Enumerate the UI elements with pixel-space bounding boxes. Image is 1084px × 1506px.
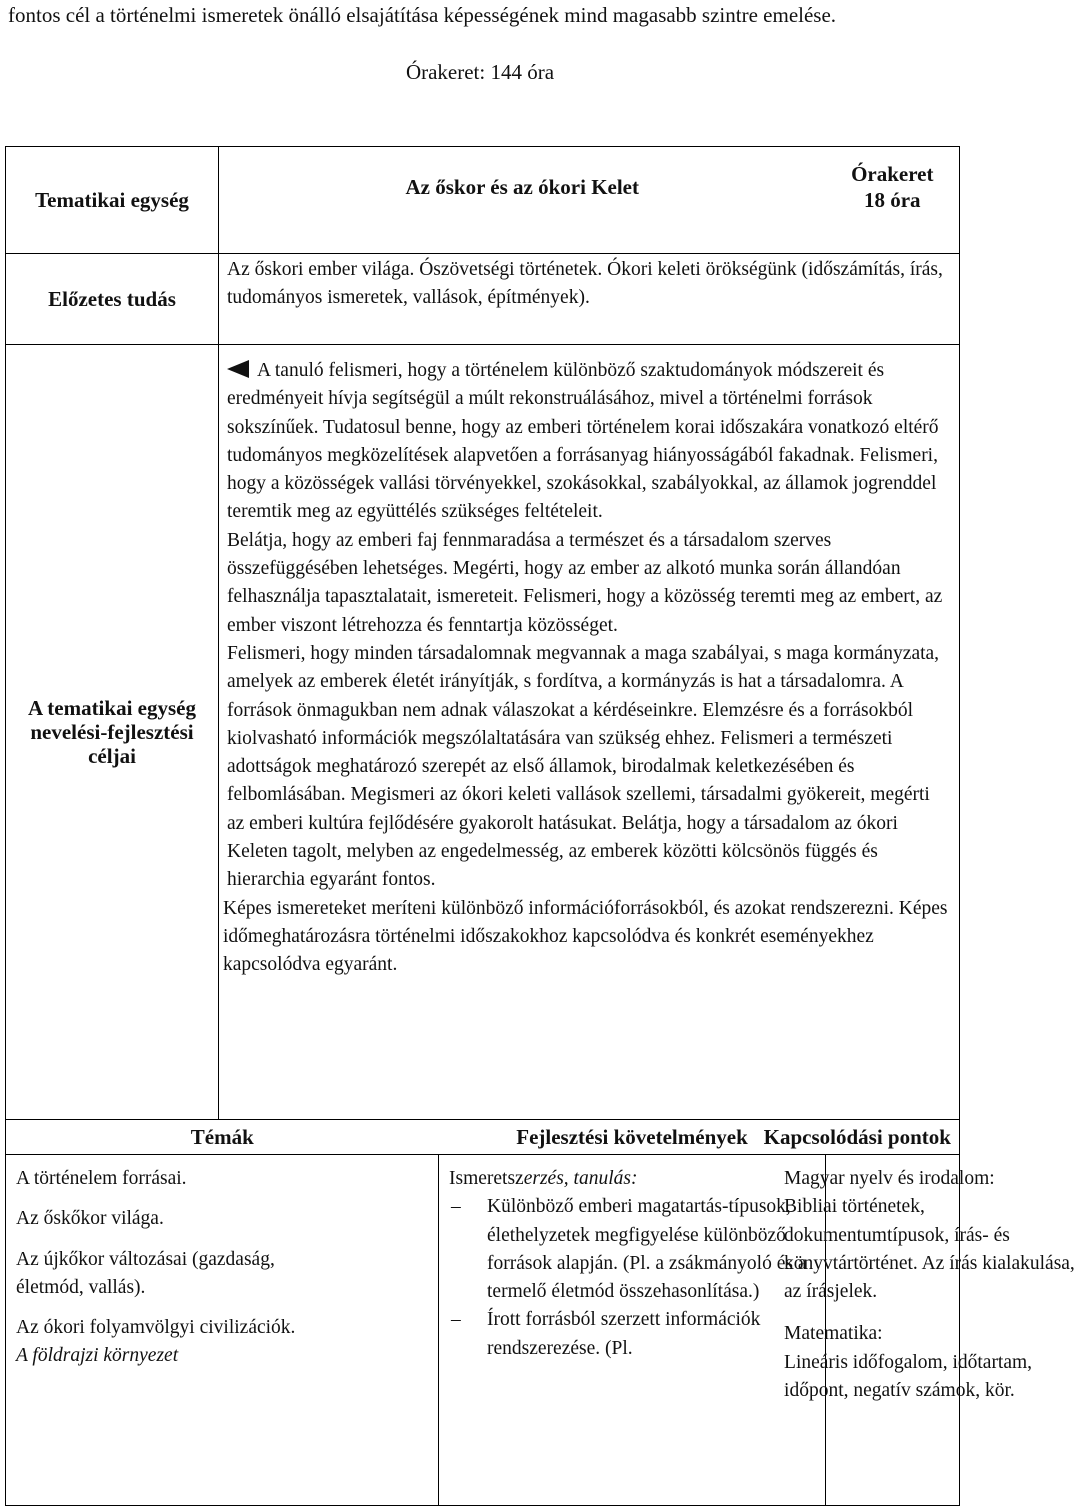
left-triangle-icon bbox=[227, 360, 249, 378]
goals-paragraph-3: Felismeri, hogy minden társadalomnak megvannak a maga szabályai, s maga kormányzata, amelyek az emberek életét irányítják, s fordítva, a kormányzás is hat a társadalomra. A források önmagukban nem adnak válaszokat a kérdéseinkre. Elemzésre és a forrásokból kiolvasható információk megszólaltatására van szükség ehhez. Felismeri a természeti adottságok meghatározó szerepét az első államok, birodalmak keletkezésében és felbomlásában. Megismeri az ókori keleti vallások szellemi, társadalmi gyökereit, megérti az emberi kultúra fejlődésére gyakorolt hatásukat. Belátja, hogy a társadalom az ókori Keleten tagolt, melyben az engedelmesség, az emberek közötti kölcsönös függés és hierarchia egyaránt fontos. bbox=[227, 642, 940, 891]
requirements-list bbox=[449, 1193, 813, 1363]
col-topics: Témák bbox=[6, 1120, 439, 1155]
goals-label-text: A tematikai egység nevelési-fejlesztési céljai bbox=[28, 696, 196, 768]
goals-paragraph-2: Belátja, hogy az emberi faj fennmaradása a természet és a társadalom szerves összefüggésében lehetséges. Megérti, hogy az ember az alkotó munka során állandóan felhasználja tapasztalatait, ismereteit. Felismeri, hogy a közösség teremti meg az embert, az ember viszont létrehozza és fenntartja közösséget. bbox=[227, 529, 943, 636]
topic-item: Az őskőkor világa. bbox=[16, 1208, 164, 1230]
requirements-heading: Ismeretszerzés, tanulás: bbox=[449, 1168, 638, 1189]
link-subject: Matematika: bbox=[784, 1323, 883, 1345]
col-links-label: Kapcsolódási pontok bbox=[763, 1124, 951, 1149]
col-requirements: Fejlesztési követelmények bbox=[439, 1120, 826, 1155]
goals-row bbox=[6, 345, 960, 1120]
topics-cell bbox=[6, 1155, 439, 1506]
requirement-item: – Írott forrásból szerzett információk rendszerezése. (Pl. bbox=[451, 1309, 761, 1359]
content-row bbox=[6, 1155, 960, 1506]
curriculum-table bbox=[5, 146, 1075, 1506]
goals-paragraph-1: A tanuló felismeri, hogy a történelem különböző szaktudományok módszereit és eredményeit hívja segítségül a múlt rekonstruálásához, mivel a történelmi források sokszínűek. Tudatosul benne, hogy az emberi történelem korai időszakára vonatkozó eltérő tudományos megközelítések alapvetően a forrásanyag hiányosságából fakadnak. Felismeri, hogy a közösségek vallási törvényekkel, szokásokkal, szabályokkal, az államok jogrenddel teremtik meg az együttélés szükséges feltételeit. bbox=[227, 360, 939, 523]
link-text: Lineáris időfogalom, időtartam, időpont, negatív számok, kör. bbox=[784, 1351, 1033, 1402]
link-block bbox=[784, 1320, 1084, 1405]
goals-text bbox=[219, 345, 960, 1120]
unit-row bbox=[6, 147, 960, 254]
link-block bbox=[784, 1165, 1084, 1306]
unit-label: Tematikai egység bbox=[6, 147, 219, 254]
prior-knowledge-text: Az őskori ember világa. Ószövetségi történetek. Ókori keleti örökségünk (időszámítás, írás, tudományos ismeretek, vallások, építmények). bbox=[219, 254, 960, 345]
unit-title: Az őskor és az ókori Kelet bbox=[219, 147, 826, 254]
requirements-cell bbox=[439, 1155, 826, 1506]
prior-knowledge-label: Előzetes tudás bbox=[6, 254, 219, 345]
link-subject: Magyar nyelv és irodalom: bbox=[784, 1168, 995, 1189]
topic-item-last: A földrajzi környezet bbox=[16, 1345, 179, 1367]
goals-paragraph-4: Képes ismereteket meríteni különböző információforrásokból, és azokat rendszerezni. Képes időmeghatározásra történelmi időszakokhoz kapcsolódva és konkrét eseményekhez kapcsolódva egyaránt. bbox=[223, 897, 948, 976]
unit-hours bbox=[826, 147, 960, 254]
link-text: Bibliai történetek, dokumentumtípusok, írás- és könyvtártörténet. Az írás kialakulása, az írásjelek. bbox=[784, 1196, 1075, 1303]
topic-item: Az ókori folyamvölgyi civilizációk. bbox=[16, 1317, 296, 1339]
requirement-item: – Különböző emberi magatartás-típusok, élethelyzetek megfigyelése különböző források alapján. (Pl. a zsákmányoló és a termelő életmód összehasonlítása.) bbox=[451, 1196, 807, 1303]
total-hours: Órakeret: 144 óra bbox=[405, 60, 555, 84]
intro-text: fontos cél a történelmi ismeretek önálló elsajátítása képességének mind magasabb szintre emelése. bbox=[8, 3, 837, 27]
goals-label bbox=[6, 345, 219, 1120]
col-links bbox=[763, 1120, 960, 1155]
topic-item: Az újkőkor változásai (gazdaság, életmód, vallás). bbox=[16, 1248, 275, 1298]
topic-item: A történelem forrásai. bbox=[16, 1168, 187, 1189]
prior-knowledge-row bbox=[6, 254, 960, 345]
unit-hours-value: 18 óra bbox=[863, 188, 921, 212]
column-headers bbox=[6, 1120, 960, 1155]
unit-hours-label: Órakeret bbox=[851, 162, 934, 186]
links-cell bbox=[784, 1155, 1075, 1506]
